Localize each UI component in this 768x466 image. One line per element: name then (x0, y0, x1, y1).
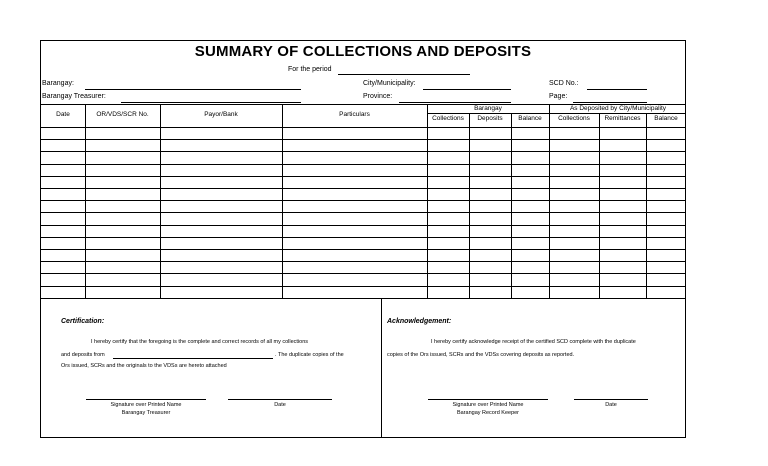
column-header: Balance (518, 115, 542, 122)
table-bottom-border (41, 298, 685, 299)
deposits-from-field[interactable] (113, 358, 273, 359)
recordkeeper-role-label: Barangay Record Keeper (456, 410, 520, 416)
section-divider (381, 298, 382, 438)
table-row[interactable] (41, 176, 685, 188)
certification-line2b: . The duplicate copies of the (275, 352, 344, 358)
treasurer-signature-label: Signature over Printed Name (110, 402, 182, 408)
treasurer-field[interactable] (121, 102, 301, 103)
column-header: Collections (432, 115, 464, 122)
table-row[interactable] (41, 261, 685, 273)
treasurer-role-label: Barangay Treasurer (121, 410, 171, 416)
treasurer-date-label: Date (274, 402, 286, 408)
table-row[interactable] (41, 249, 685, 261)
acknowledgement-line2: copies of the Ors issued, SCRs and the VDSs covering deposits as reported. (387, 352, 575, 358)
period-field[interactable] (338, 74, 470, 75)
column-header: Deposits (477, 115, 503, 122)
recordkeeper-date-line[interactable] (574, 399, 648, 400)
scd-no-label: SCD No.: (549, 80, 579, 87)
table-row[interactable] (41, 127, 685, 139)
certification-title: Certification: (61, 318, 105, 325)
page-label: Page: (549, 93, 568, 100)
column-header: Payor/Bank (204, 111, 238, 118)
table-row[interactable] (41, 188, 685, 200)
collections-form (40, 40, 686, 438)
table-row[interactable] (41, 164, 685, 176)
form-title: SUMMARY OF COLLECTIONS AND DEPOSITS (194, 43, 532, 60)
group-header-deposited: As Deposited by City/Municipality (569, 105, 667, 112)
recordkeeper-date-label: Date (605, 402, 617, 408)
certification-line3: Ors issued, SCRs and the originals to the VDSs are hereto attached (61, 363, 227, 369)
barangay-label: Barangay: (42, 80, 74, 87)
treasurer-date-line[interactable] (228, 399, 332, 400)
recordkeeper-signature-line[interactable] (428, 399, 548, 400)
table-row[interactable] (41, 286, 685, 298)
column-header: OR/VDS/SCR No. (96, 111, 149, 118)
table-row[interactable] (41, 212, 685, 224)
city-field[interactable] (423, 89, 511, 90)
certification-line1: I hereby certify that the foregoing is the complete and correct records of all my collections (91, 339, 309, 345)
page-field[interactable] (573, 102, 647, 103)
column-header: Date (56, 111, 70, 118)
table-row[interactable] (41, 225, 685, 237)
column-header: Remittances (604, 115, 641, 122)
acknowledgement-title: Acknowledgement: (387, 318, 452, 325)
period-label: For the period (288, 66, 332, 73)
province-field[interactable] (399, 102, 511, 103)
recordkeeper-signature-label: Signature over Printed Name (452, 402, 524, 408)
column-header: Collections (558, 115, 590, 122)
city-label: City/Municipality: (363, 80, 416, 87)
acknowledgement-line1: I hereby certify acknowledge receipt of the certified SCD complete with the duplicate (431, 339, 636, 345)
table-row[interactable] (41, 200, 685, 212)
province-label: Province: (363, 93, 393, 100)
group-header-barangay: Barangay (474, 105, 502, 112)
treasurer-signature-line[interactable] (86, 399, 206, 400)
table-row[interactable] (41, 151, 685, 163)
treasurer-label: Barangay Treasurer: (42, 93, 106, 100)
barangay-field[interactable] (85, 89, 301, 90)
column-header: Particulars (339, 111, 370, 118)
column-header: Balance (654, 115, 678, 122)
scd-no-field[interactable] (587, 89, 647, 90)
table-row[interactable] (41, 139, 685, 151)
table-row[interactable] (41, 273, 685, 285)
table-row[interactable] (41, 237, 685, 249)
certification-line2a: and deposits from (61, 352, 105, 358)
